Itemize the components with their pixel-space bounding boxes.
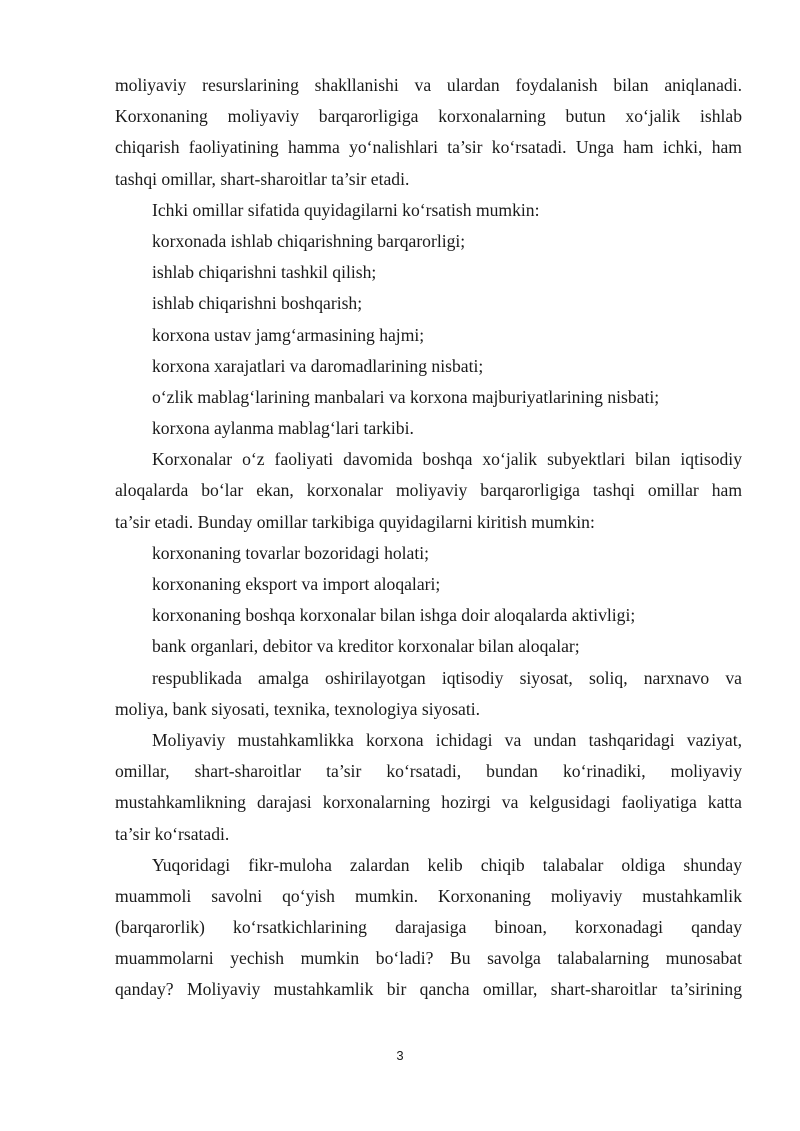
text-line: chiqarish faoliyatining hamma yo‘nalishlari ta’sir ko‘rsatadi. Unga ham ichki, ham [115,137,742,158]
text-line: tashqi omillar, shart-sharoitlar ta’sir etadi. [115,168,410,189]
document-body [115,70,742,1006]
list-item: ishlab chiqarishni boshqarish; [152,293,363,314]
list-item: korxona ustav jamg‘armasining hajmi; [152,324,425,345]
list-item: korxona xarajatlari va daromadlarining nisbati; [152,355,484,376]
text-line: mustahkamlikning darajasi korxonalarning hozirgi va kelgusidagi faoliyatiga katta [115,792,742,813]
text-line: Korxonalar o‘z faoliyati davomida boshqa xo‘jalik subyektlari bilan iqtisodiy [152,449,742,470]
text-line: muammolarni yechish mumkin bo‘ladi? Bu savolga talabalarning munosabat [115,948,742,969]
text-line: Ichki omillar sifatida quyidagilarni ko‘rsatish mumkin: [152,199,540,220]
list-item: ishlab chiqarishni tashkil qilish; [152,262,377,283]
list-item: korxonaning boshqa korxonalar bilan ishga doir aloqalarda aktivligi; [152,605,636,626]
list-item: korxonaning eksport va import aloqalari; [152,574,441,594]
list-item: korxona aylanma mablag‘lari tarkibi. [152,418,414,439]
text-line: (barqarorlik) ko‘rsatkichlarining darajasiga binoan, korxonadagi qanday [115,917,742,938]
text-line: aloqalarda bo‘lar ekan, korxonalar moliyaviy barqarorligiga tashqi omillar ham [115,480,742,501]
list-item: korxonaning tovarlar bozoridagi holati; [152,542,430,563]
text-line: Yuqoridagi fikr-muloha zalardan kelib chiqib talabalar oldiga shunday [152,854,742,875]
list-item: respublikada amalga oshirilayotgan iqtisodiy siyosat, soliq, narxnavo va [152,667,742,688]
text-line: Korxonaning moliyaviy barqarorligiga korxonalarning butun xo‘jalik ishlab [115,106,742,127]
text-line: muammoli savolni qo‘yish mumkin. Korxonaning moliyaviy mustahkamlik [115,885,742,906]
list-item: bank organlari, debitor va kreditor korxonalar bilan aloqalar; [152,636,580,657]
page-number: 3 [396,1048,404,1063]
text-line: Moliyaviy mustahkamlikka korxona ichidagi va undan tashqaridagi vaziyat, [152,729,742,750]
list-item: o‘zlik mablag‘larining manbalari va korxona majburiyatlarining nisbati; [152,386,660,407]
text-line: ta’sir ko‘rsatadi. [115,823,230,844]
text-line: qanday? Moliyaviy mustahkamlik bir qancha omillar, shart-sharoitlar ta’sirining [115,979,742,1000]
text-line: moliyaviy resurslarining shakllanishi va ulardan foydalanish bilan aniqlanadi. [115,75,742,95]
text-line: omillar, shart-sharoitlar ta’sir ko‘rsatadi, bundan ko‘rinadiki, moliyaviy [115,761,742,782]
list-item: korxonada ishlab chiqarishning barqarorligi; [152,230,466,251]
text-line: moliya, bank siyosati, texnika, texnologiya siyosati. [115,698,481,719]
text-line: ta’sir etadi. Bunday omillar tarkibiga quyidagilarni kiritish mumkin: [115,511,595,532]
